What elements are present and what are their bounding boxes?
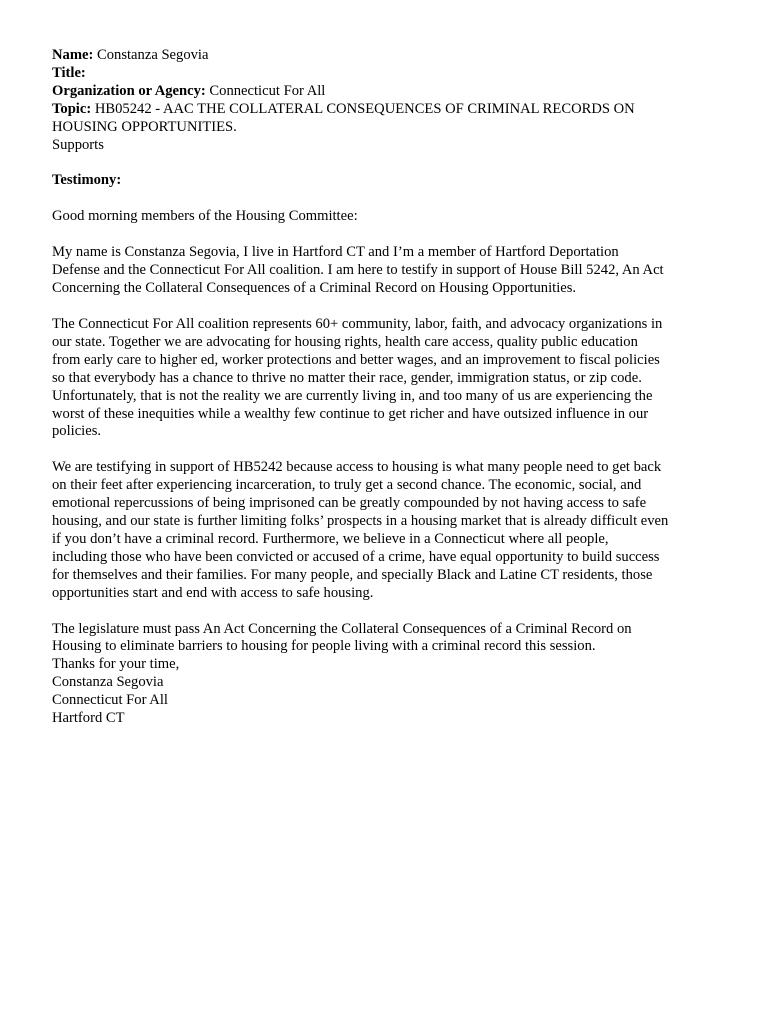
- paragraph-line: My name is Constanza Segovia, I live in Hartford CT and I’m a member of Hartford Deportation: [52, 244, 619, 261]
- topic-value: HB05242 - AAC THE COLLATERAL CONSEQUENCES OF CRIMINAL RECORDS ON: [94, 100, 635, 117]
- name-value: Constanza Segovia: [97, 47, 209, 63]
- position-text: Supports: [52, 136, 104, 153]
- greeting: Good morning members of the Housing Committee:: [52, 208, 358, 225]
- paragraph-line: Housing to eliminate barriers to housing for people living with a criminal record this session.: [52, 638, 596, 655]
- closing-thanks: Thanks for your time,: [52, 656, 180, 673]
- paragraph-line: Unfortunately, that is not the reality we are currently living in, and too many of us are experiencing the: [52, 387, 653, 404]
- paragraph-line: on their feet after experiencing incarceration, to truly get a second chance. The economic, social, and: [52, 477, 642, 494]
- paragraph-line: policies.: [52, 423, 102, 440]
- signer-name: Constanza Segovia: [52, 674, 164, 691]
- paragraph-introduction: [52, 244, 722, 298]
- organization-label: Organization or Agency:: [52, 82, 206, 99]
- paragraph-call-to-action: [52, 621, 722, 657]
- title-row: [52, 65, 722, 83]
- organization-row: [52, 83, 722, 101]
- title-label: Title:: [52, 64, 86, 81]
- paragraph-line: We are testifying in support of HB5242 because access to housing is what many people need to get back: [52, 459, 662, 476]
- name-row: [52, 47, 722, 65]
- topic-label: Topic:: [52, 100, 92, 117]
- paragraph-line: Defense and the Connecticut For All coalition. I am here to testify in support of House Bill 5242, An Act: [52, 262, 664, 279]
- testimony-document: [52, 47, 722, 728]
- paragraph-line: for themselves and their families. For many people, and specially Black and Latine CT residents, those: [52, 566, 653, 583]
- paragraph-coalition: [52, 316, 722, 441]
- paragraph-line: worst of these inequities while a wealthy few continue to get richer and have outsized influence in our: [52, 405, 649, 422]
- signer-city: Hartford CT: [52, 710, 125, 727]
- paragraph-line: opportunities start and end with access to safe housing.: [52, 584, 374, 601]
- paragraph-line: so that everybody has a chance to thrive no matter their race, gender, immigration status, or zip code.: [52, 369, 642, 386]
- organization-value: Connecticut For All: [209, 82, 326, 99]
- paragraph-line: emotional repercussions of being imprisoned can be greatly compounded by not having access to safe: [52, 495, 647, 512]
- paragraph-line: The Connecticut For All coalition represents 60+ community, labor, faith, and advocacy organizations in: [52, 315, 663, 332]
- name-label: Name:: [52, 47, 94, 63]
- topic-row: [52, 101, 722, 119]
- paragraph-line: housing, and our state is further limiting folks’ prospects in a housing market that is already difficult even: [52, 513, 669, 530]
- testimony-heading: Testimony:: [52, 172, 122, 189]
- paragraph-line: our state. Together we are advocating for housing rights, health care access, quality public education: [52, 333, 638, 350]
- paragraph-line: Concerning the Collateral Consequences of a Criminal Record on Housing Opportunities.: [52, 280, 577, 297]
- paragraph-line: including those who have been convicted or accused of a crime, have equal opportunity to build success: [52, 548, 660, 565]
- signature-block: [52, 656, 722, 728]
- paragraph-support-reasons: [52, 459, 722, 602]
- signer-organization: Connecticut For All: [52, 692, 168, 709]
- paragraph-line: The legislature must pass An Act Concerning the Collateral Consequences of a Criminal Record on: [52, 620, 632, 637]
- topic-value-continued: HOUSING OPPORTUNITIES.: [52, 118, 237, 135]
- paragraph-line: from early care to higher ed, worker protections and better wages, and an improvement to fiscal policies: [52, 351, 660, 368]
- paragraph-line: if you don’t have a criminal record. Furthermore, we believe in a Connecticut where all people,: [52, 530, 609, 547]
